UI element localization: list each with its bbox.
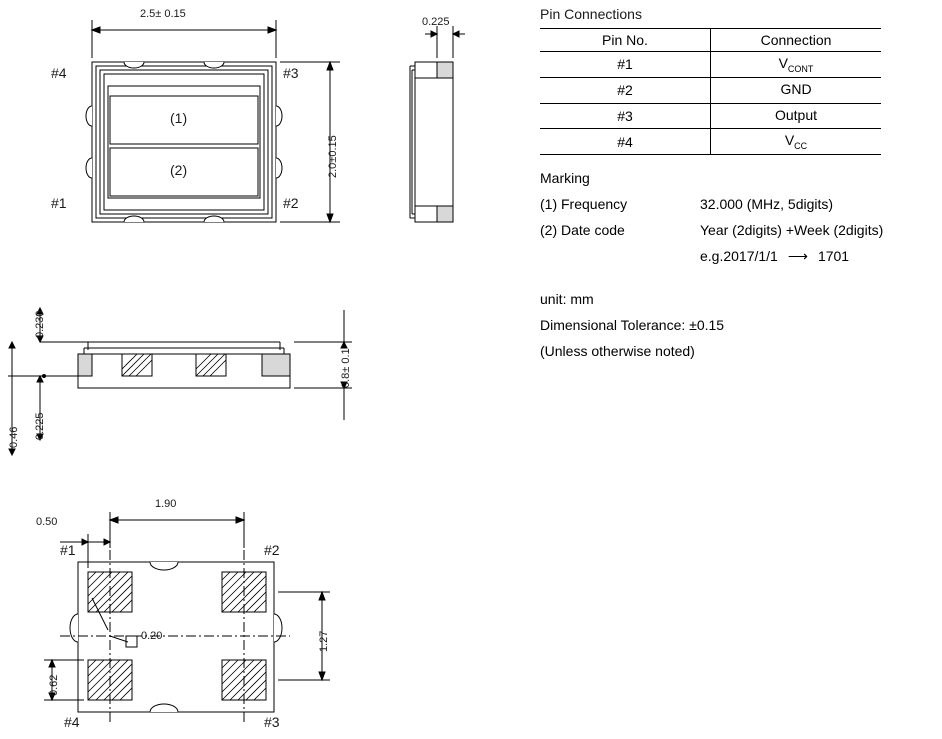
- connection-text: V: [784, 132, 795, 149]
- top-view-pad1-label: (1): [170, 110, 188, 126]
- marking-example-value: e.g.2017/1/1: [700, 248, 778, 264]
- arrow-icon: ⟶: [787, 248, 808, 264]
- section-dim-right: 0.8± 0.1: [340, 348, 352, 388]
- marking-title: Marking: [540, 170, 590, 186]
- pin-connections-table: [540, 28, 881, 155]
- land-height-dim: 1.27: [318, 630, 330, 652]
- land-pin3-label: #3: [264, 714, 280, 730]
- right-panel: [538, 0, 942, 739]
- pin-no-cell: #3: [540, 103, 711, 129]
- marking-frequency-label: (1) Frequency: [540, 196, 628, 212]
- cross-section-diagram: [0, 280, 420, 480]
- unless-noted-note: (Unless otherwise noted): [540, 343, 695, 359]
- connection-text: GND: [780, 80, 812, 97]
- land-width-dim: 1.90: [155, 498, 177, 510]
- side-view-diagram: [380, 0, 520, 260]
- table-row: [540, 129, 881, 155]
- unit-note: unit: mm: [540, 291, 594, 307]
- connection-cell: [711, 52, 882, 78]
- connection-sub: CC: [794, 141, 808, 152]
- table-row: [540, 103, 881, 129]
- connection-sub: CONT: [787, 63, 814, 74]
- top-view-pin4-label: #4: [51, 65, 67, 81]
- top-view-pin3-label: #3: [283, 65, 299, 81]
- land-pin2-label: #2: [264, 542, 280, 558]
- tolerance-note: Dimensional Tolerance: ±0.15: [540, 317, 725, 333]
- top-view-width-dim: 2.5± 0.15: [140, 8, 186, 20]
- marking-frequency-row: [540, 196, 940, 212]
- section-dim-top: 0.230: [34, 310, 46, 338]
- spacer: [540, 275, 940, 281]
- connection-text: V: [778, 55, 788, 71]
- marking-frequency-value: 32.000 (MHz, 5digits): [700, 196, 834, 212]
- table-header-row: [540, 29, 881, 52]
- marking-block: [540, 170, 940, 369]
- header-pin-no: Pin No.: [540, 29, 711, 52]
- marking-datecode-value: Year (2digits) +Week (2digits): [700, 222, 884, 238]
- connection-cell: [711, 129, 882, 155]
- marking-example-result: 1701: [817, 248, 850, 264]
- header-connection: Connection: [711, 29, 882, 52]
- table-row: [540, 77, 881, 103]
- connection-cell: [711, 103, 882, 129]
- marking-datecode-row: [540, 222, 940, 238]
- land-bottom-dim: 0.62: [48, 674, 60, 696]
- connection-text: Output: [774, 106, 818, 123]
- section-dim-bottom: 0.225: [34, 412, 46, 440]
- land-pattern-diagram: [0, 490, 420, 739]
- pin-connections-title: Pin Connections: [540, 6, 642, 22]
- marking-example-spacer: [540, 248, 700, 265]
- table-row: [540, 52, 881, 78]
- side-view-dim: 0.225: [422, 16, 450, 28]
- pin-no-cell: #1: [540, 52, 711, 78]
- land-pin4-label: #4: [64, 714, 80, 730]
- section-dim-left: 0.46: [8, 426, 20, 448]
- top-view-pad2-label: (2): [170, 162, 188, 178]
- top-view-pin2-label: #2: [283, 195, 299, 211]
- marking-example-row: [540, 248, 940, 265]
- connection-cell: [711, 77, 882, 103]
- land-pad-dim: 0.20: [141, 630, 163, 642]
- land-pin1-label: #1: [60, 542, 76, 558]
- pin-no-cell: #4: [540, 129, 711, 155]
- land-left-dim: 0.50: [36, 516, 58, 528]
- top-view-pin1-label: #1: [51, 195, 67, 211]
- pin-no-cell: #2: [540, 77, 711, 103]
- top-view-height-dim: 2.0±0.15: [327, 135, 339, 178]
- marking-datecode-label: (2) Date code: [540, 222, 625, 238]
